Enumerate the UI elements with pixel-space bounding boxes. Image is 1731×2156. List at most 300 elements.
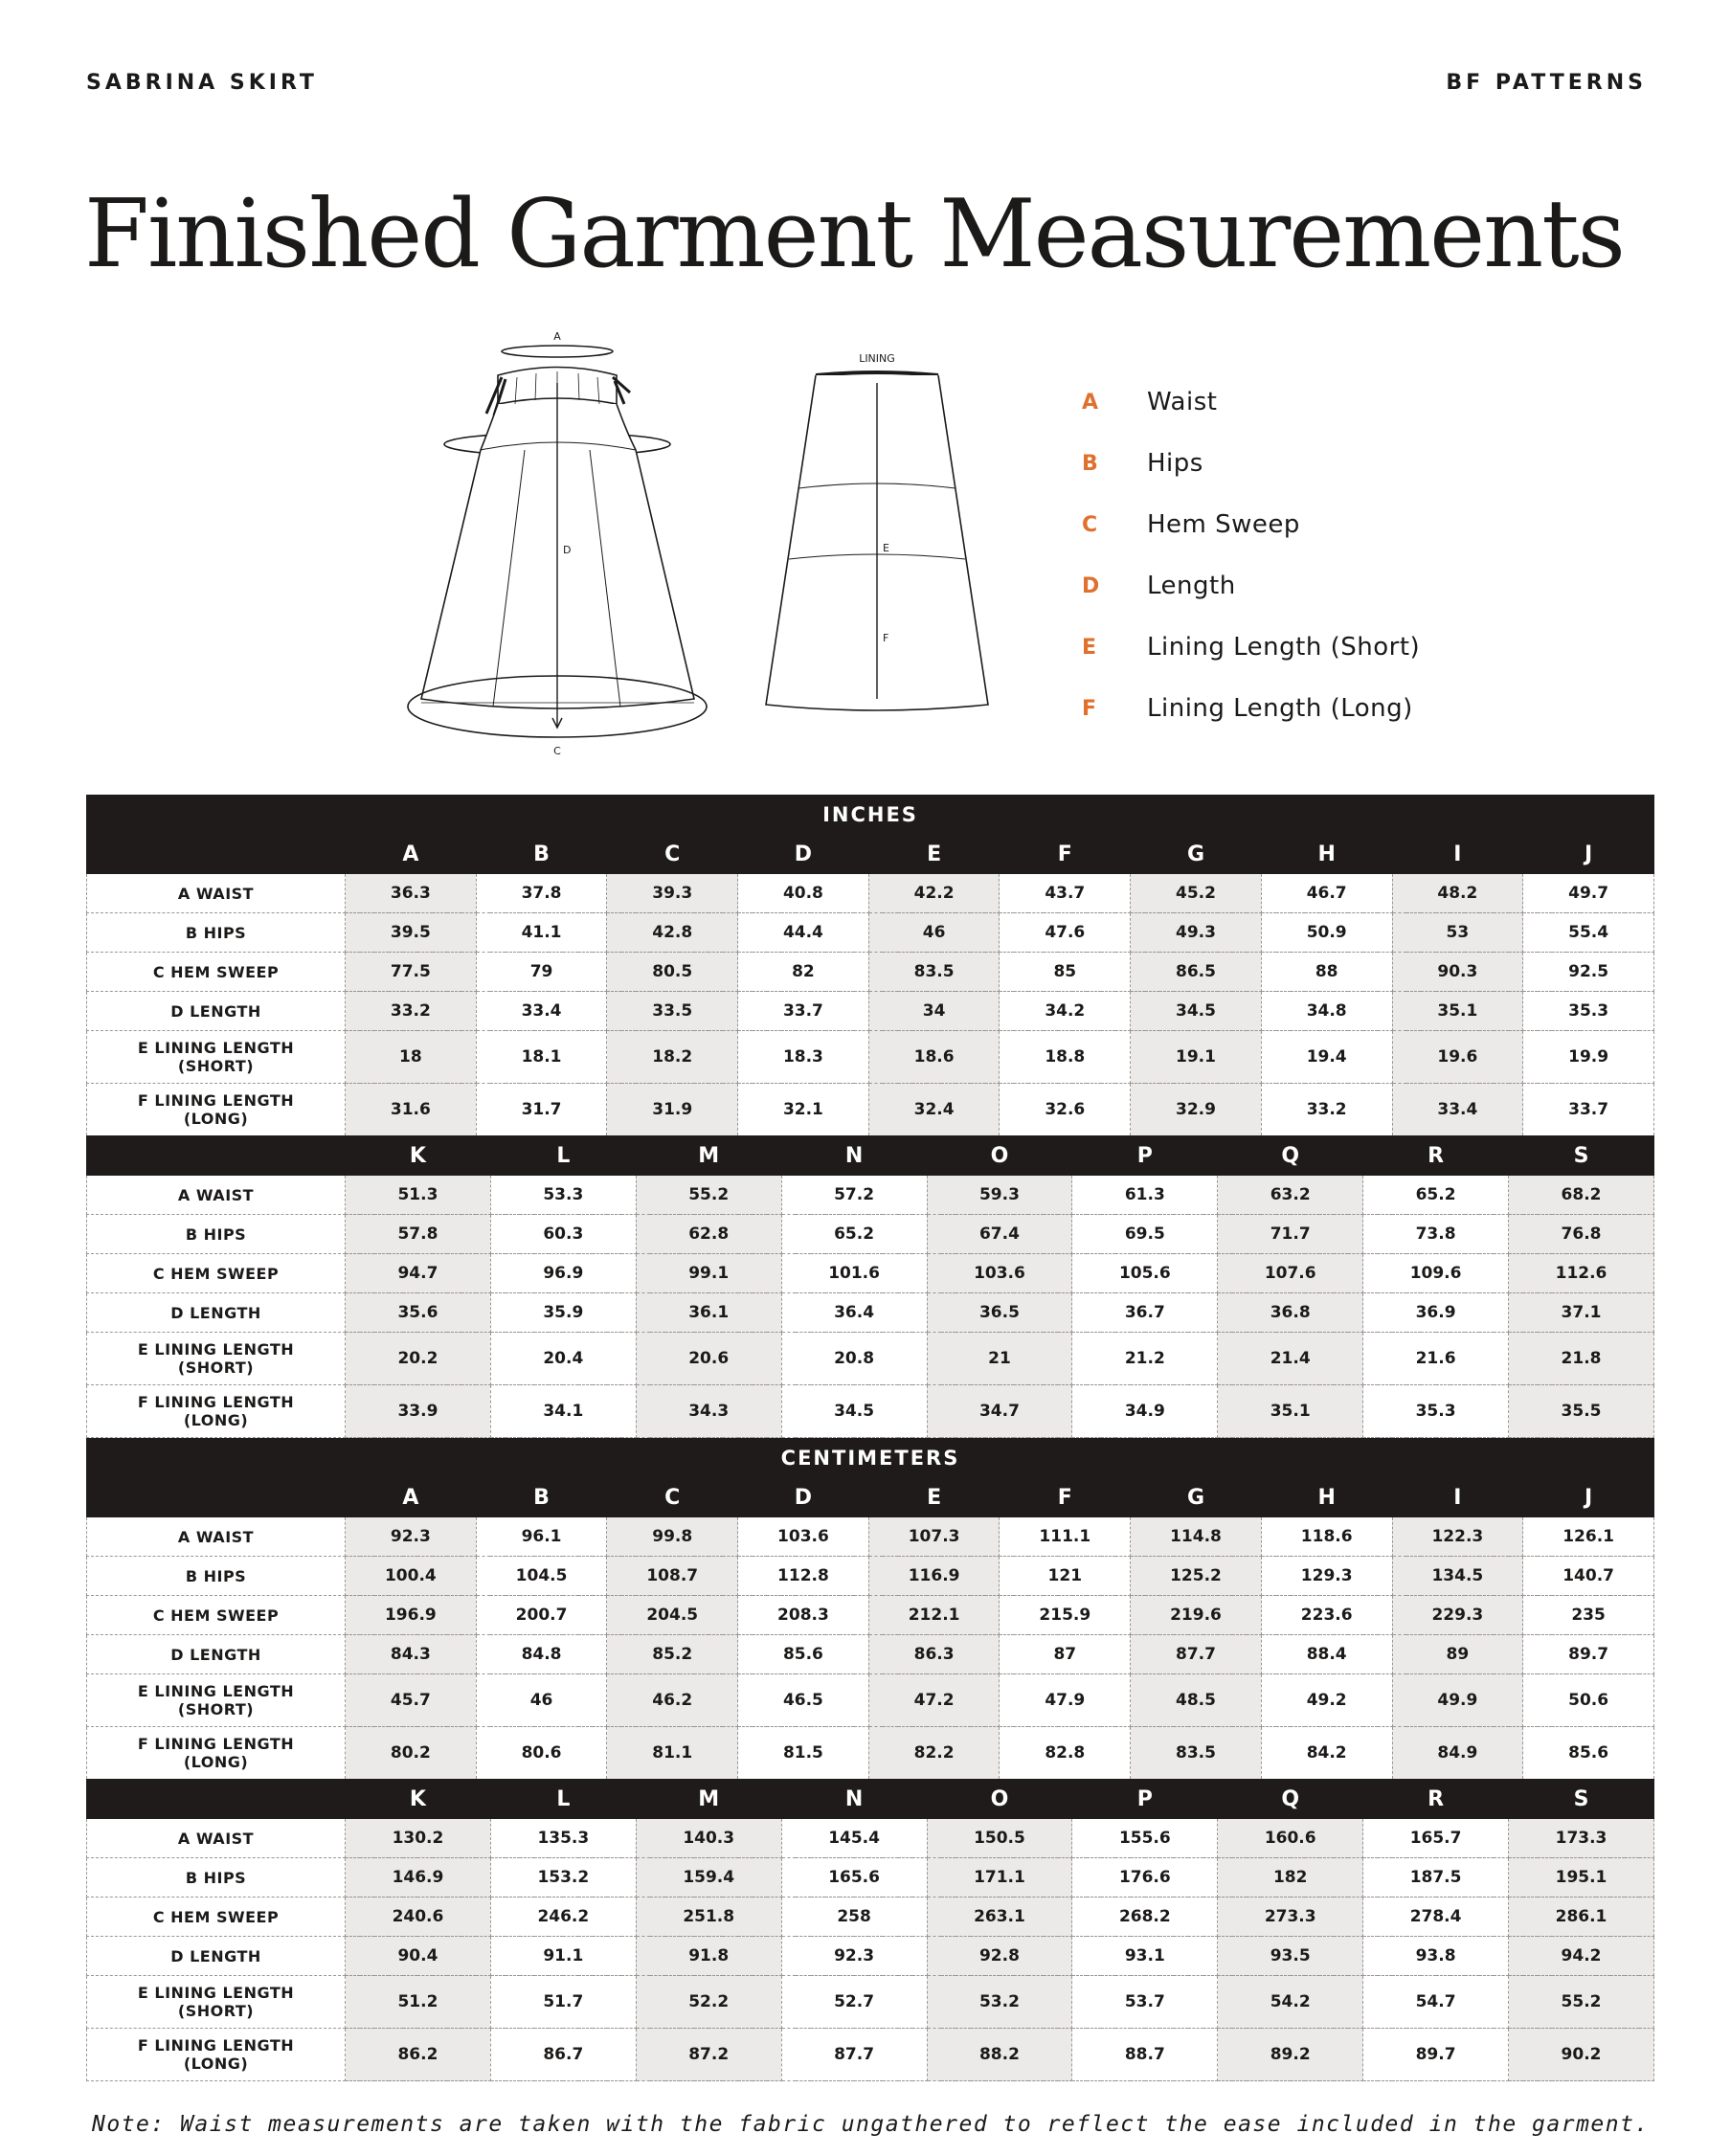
legend-label: Lining Length (Long) xyxy=(1147,694,1413,723)
legend-item xyxy=(1082,555,1420,617)
legend-item xyxy=(1082,678,1420,739)
measurement-cell: 63.2 xyxy=(1218,1176,1363,1215)
table-row xyxy=(87,1819,1654,1858)
measurement-cell: 84.8 xyxy=(476,1635,607,1674)
measurement-cell: 46 xyxy=(868,913,1000,953)
label-f: F xyxy=(883,632,889,644)
measurement-cell: 19.1 xyxy=(1131,1031,1262,1084)
legend-item xyxy=(1082,617,1420,678)
table-row xyxy=(87,1635,1654,1674)
measurement-cell: 35.9 xyxy=(490,1293,636,1333)
measurement-cell: 93.5 xyxy=(1218,1937,1363,1976)
measurement-cell: 79 xyxy=(476,953,607,992)
size-header-row xyxy=(87,1478,1654,1517)
measurement-cell: 35.5 xyxy=(1509,1385,1654,1438)
legend-key: F xyxy=(1082,696,1097,721)
measurement-cell: 88.7 xyxy=(1072,2029,1218,2081)
table-row xyxy=(87,874,1654,913)
measurement-cell: 171.1 xyxy=(927,1858,1072,1898)
measurement-cell: 268.2 xyxy=(1072,1898,1218,1937)
measurement-cell: 18.8 xyxy=(1000,1031,1131,1084)
measurement-cell: 107.3 xyxy=(868,1517,1000,1557)
measurement-cell: 235 xyxy=(1523,1596,1654,1635)
measurement-cell: 18.6 xyxy=(868,1031,1000,1084)
measurement-cell: 42.2 xyxy=(868,874,1000,913)
measurement-cell: 39.5 xyxy=(346,913,477,953)
measurement-cell: 92.3 xyxy=(781,1937,927,1976)
table-row xyxy=(87,1976,1654,2029)
measurement-cell: 159.4 xyxy=(636,1858,781,1898)
row-label xyxy=(87,1031,346,1084)
table-row xyxy=(87,1385,1654,1438)
measurement-cell: 103.6 xyxy=(927,1254,1072,1293)
measurement-cell: 91.8 xyxy=(636,1937,781,1976)
measurement-cell: 173.3 xyxy=(1509,1819,1654,1858)
size-header: I xyxy=(1392,835,1523,874)
measurement-cell: 82.8 xyxy=(1000,1727,1131,1780)
size-header: K xyxy=(346,1780,491,1819)
row-label xyxy=(87,913,346,953)
measurement-cell: 112.8 xyxy=(738,1557,869,1596)
row-label-line: E LINING LENGTH xyxy=(137,1682,295,1700)
measurement-cell: 36.1 xyxy=(636,1293,781,1333)
measurement-cell: 118.6 xyxy=(1261,1517,1392,1557)
measurement-cell: 36.7 xyxy=(1072,1293,1218,1333)
measurement-cell: 101.6 xyxy=(781,1254,927,1293)
row-label-line: F LINING LENGTH xyxy=(137,1091,295,1110)
centimeters-table xyxy=(86,1438,1654,2081)
measurement-cell: 35.6 xyxy=(346,1293,491,1333)
measurement-cell: 55.2 xyxy=(1509,1976,1654,2029)
measurement-cell: 125.2 xyxy=(1131,1557,1262,1596)
measurement-cell: 77.5 xyxy=(346,953,477,992)
measurement-cell: 92.5 xyxy=(1523,953,1654,992)
measurement-cell: 33.2 xyxy=(346,992,477,1031)
legend-key: D xyxy=(1082,573,1100,598)
size-header-blank xyxy=(87,1136,346,1176)
row-label-line: E LINING LENGTH xyxy=(137,1340,295,1359)
size-header-row xyxy=(87,835,1654,874)
measurement-cell: 41.1 xyxy=(476,913,607,953)
size-header: F xyxy=(1000,835,1131,874)
measurement-cell: 92.8 xyxy=(927,1937,1072,1976)
measurement-cell: 140.3 xyxy=(636,1819,781,1858)
measurement-cell: 33.2 xyxy=(1261,1084,1392,1136)
lining-label: LINING xyxy=(859,352,895,365)
measurement-cell: 196.9 xyxy=(346,1596,477,1635)
table-row xyxy=(87,1517,1654,1557)
measurement-cell: 286.1 xyxy=(1509,1898,1654,1937)
measurement-cell: 52.2 xyxy=(636,1976,781,2029)
measurement-cell: 83.5 xyxy=(868,953,1000,992)
measurement-cell: 62.8 xyxy=(636,1215,781,1254)
legend-key: B xyxy=(1082,451,1098,476)
size-header: O xyxy=(927,1780,1072,1819)
row-label-line: B HIPS xyxy=(185,1868,247,1887)
measurement-cell: 109.6 xyxy=(1363,1254,1509,1293)
measurement-cell: 100.4 xyxy=(346,1557,477,1596)
measurement-cell: 90.4 xyxy=(346,1937,491,1976)
measurement-cell: 32.1 xyxy=(738,1084,869,1136)
table-row xyxy=(87,953,1654,992)
lining-drawing xyxy=(766,352,988,710)
size-header: D xyxy=(738,835,869,874)
legend-label: Length xyxy=(1147,572,1236,600)
measurement-cell: 35.3 xyxy=(1523,992,1654,1031)
measurement-cell: 187.5 xyxy=(1363,1858,1509,1898)
measurement-cell: 85.2 xyxy=(607,1635,738,1674)
measurement-cell: 37.1 xyxy=(1509,1293,1654,1333)
row-label-line: D LENGTH xyxy=(170,1645,261,1664)
measurement-cell: 92.3 xyxy=(346,1517,477,1557)
measurement-cell: 87.7 xyxy=(1131,1635,1262,1674)
row-label-line: B HIPS xyxy=(185,923,247,942)
measurement-cell: 53 xyxy=(1392,913,1523,953)
row-label xyxy=(87,1176,346,1215)
measurement-cell: 88 xyxy=(1261,953,1392,992)
size-header: N xyxy=(781,1780,927,1819)
row-label xyxy=(87,1215,346,1254)
table-row xyxy=(87,1557,1654,1596)
size-header: Q xyxy=(1218,1136,1363,1176)
row-label xyxy=(87,1674,346,1727)
size-header: B xyxy=(476,1478,607,1517)
measurement-cell: 55.2 xyxy=(636,1176,781,1215)
size-header: D xyxy=(738,1478,869,1517)
measurement-cell: 89.7 xyxy=(1523,1635,1654,1674)
measurement-cell: 49.2 xyxy=(1261,1674,1392,1727)
row-label-line: (SHORT) xyxy=(177,1700,255,1718)
measurement-cell: 146.9 xyxy=(346,1858,491,1898)
measurement-cell: 165.6 xyxy=(781,1858,927,1898)
measurement-cell: 240.6 xyxy=(346,1898,491,1937)
measurement-cell: 47.9 xyxy=(1000,1674,1131,1727)
measurement-cell: 229.3 xyxy=(1392,1596,1523,1635)
measurement-cell: 278.4 xyxy=(1363,1898,1509,1937)
measurement-cell: 34.9 xyxy=(1072,1385,1218,1438)
measurement-cell: 46.7 xyxy=(1261,874,1392,913)
row-label-line: A WAIST xyxy=(177,1829,255,1848)
row-label-line: B HIPS xyxy=(185,1224,247,1244)
measurement-cell: 140.7 xyxy=(1523,1557,1654,1596)
row-label-line: F LINING LENGTH xyxy=(137,1735,295,1753)
row-label xyxy=(87,2029,346,2081)
row-label-line: A WAIST xyxy=(177,1527,255,1546)
size-header: S xyxy=(1509,1136,1654,1176)
measurement-cell: 88.4 xyxy=(1261,1635,1392,1674)
measurement-cell: 223.6 xyxy=(1261,1596,1392,1635)
measurement-cell: 59.3 xyxy=(927,1176,1072,1215)
measurement-cell: 89.7 xyxy=(1363,2029,1509,2081)
measurement-cell: 84.2 xyxy=(1261,1727,1392,1780)
measurement-cell: 19.9 xyxy=(1523,1031,1654,1084)
label-a: A xyxy=(553,330,561,343)
table-row xyxy=(87,1858,1654,1898)
size-header: J xyxy=(1523,1478,1654,1517)
table-row xyxy=(87,1176,1654,1215)
measurement-cell: 34.7 xyxy=(927,1385,1072,1438)
measurement-cell: 34.5 xyxy=(1131,992,1262,1031)
size-header: I xyxy=(1392,1478,1523,1517)
measurement-cell: 215.9 xyxy=(1000,1596,1131,1635)
row-label xyxy=(87,1084,346,1136)
measurement-cell: 48.5 xyxy=(1131,1674,1262,1727)
measurement-cell: 32.4 xyxy=(868,1084,1000,1136)
measurement-cell: 21.6 xyxy=(1363,1333,1509,1385)
measurement-cell: 19.4 xyxy=(1261,1031,1392,1084)
measurement-cell: 49.3 xyxy=(1131,913,1262,953)
measurement-cell: 42.8 xyxy=(607,913,738,953)
measurement-cell: 94.2 xyxy=(1509,1937,1654,1976)
legend-key: A xyxy=(1082,390,1099,415)
size-header: A xyxy=(346,835,477,874)
measurement-cell: 246.2 xyxy=(490,1898,636,1937)
row-label xyxy=(87,1596,346,1635)
measurement-cell: 111.1 xyxy=(1000,1517,1131,1557)
measurement-cell: 46.5 xyxy=(738,1674,869,1727)
size-header-row xyxy=(87,1780,1654,1819)
measurement-cell: 45.7 xyxy=(346,1674,477,1727)
measurement-cell: 182 xyxy=(1218,1858,1363,1898)
measurement-cell: 85 xyxy=(1000,953,1131,992)
measurement-cell: 86.2 xyxy=(346,2029,491,2081)
legend-label: Waist xyxy=(1147,388,1218,416)
page-title: Finished Garment Measurements xyxy=(84,180,1624,289)
measurement-cell: 20.6 xyxy=(636,1333,781,1385)
measurement-cell: 34 xyxy=(868,992,1000,1031)
measurement-cell: 69.5 xyxy=(1072,1215,1218,1254)
measurement-cell: 33.9 xyxy=(346,1385,491,1438)
measurement-cell: 258 xyxy=(781,1898,927,1937)
table-row xyxy=(87,1031,1654,1084)
measurement-cell: 86.7 xyxy=(490,2029,636,2081)
skirt-front-drawing xyxy=(408,330,707,757)
measurement-cell: 165.7 xyxy=(1363,1819,1509,1858)
row-label xyxy=(87,1858,346,1898)
size-header: R xyxy=(1363,1136,1509,1176)
measurement-cell: 87 xyxy=(1000,1635,1131,1674)
size-header: S xyxy=(1509,1780,1654,1819)
measurement-cell: 105.6 xyxy=(1072,1254,1218,1293)
measurement-cell: 36.5 xyxy=(927,1293,1072,1333)
row-label-line: C HEM SWEEP xyxy=(152,1606,280,1625)
measurement-cell: 204.5 xyxy=(607,1596,738,1635)
measurement-cell: 33.5 xyxy=(607,992,738,1031)
measurement-cell: 33.7 xyxy=(1523,1084,1654,1136)
measurement-cell: 34.3 xyxy=(636,1385,781,1438)
measurement-cell: 37.8 xyxy=(476,874,607,913)
measurement-cell: 99.1 xyxy=(636,1254,781,1293)
measurement-cell: 99.8 xyxy=(607,1517,738,1557)
measurement-cell: 73.8 xyxy=(1363,1215,1509,1254)
measurement-cell: 20.2 xyxy=(346,1333,491,1385)
measurement-cell: 84.3 xyxy=(346,1635,477,1674)
size-header-blank xyxy=(87,1780,346,1819)
row-label-line: A WAIST xyxy=(177,884,255,903)
size-header: L xyxy=(490,1780,636,1819)
measurement-cell: 135.3 xyxy=(490,1819,636,1858)
measurement-cell: 251.8 xyxy=(636,1898,781,1937)
row-label xyxy=(87,1254,346,1293)
measurement-cell: 116.9 xyxy=(868,1557,1000,1596)
size-header: M xyxy=(636,1136,781,1176)
measurement-cell: 36.8 xyxy=(1218,1293,1363,1333)
measurement-cell: 96.1 xyxy=(476,1517,607,1557)
measurement-cell: 21.4 xyxy=(1218,1333,1363,1385)
measurement-cell: 212.1 xyxy=(868,1596,1000,1635)
measurement-cell: 121 xyxy=(1000,1557,1131,1596)
size-header: C xyxy=(607,1478,738,1517)
measurement-cell: 71.7 xyxy=(1218,1215,1363,1254)
row-label-line: C HEM SWEEP xyxy=(152,1264,280,1283)
measurement-cell: 47.6 xyxy=(1000,913,1131,953)
row-label xyxy=(87,1937,346,1976)
row-label-line: (LONG) xyxy=(183,2055,249,2073)
measurement-cell: 52.7 xyxy=(781,1976,927,2029)
measurement-legend xyxy=(1082,371,1420,739)
row-label xyxy=(87,1557,346,1596)
measurement-cell: 49.9 xyxy=(1392,1674,1523,1727)
measurement-cell: 80.5 xyxy=(607,953,738,992)
row-label-line: D LENGTH xyxy=(170,1946,261,1965)
size-header-blank xyxy=(87,835,346,874)
measurement-cell: 96.9 xyxy=(490,1254,636,1293)
measurement-cell: 176.6 xyxy=(1072,1858,1218,1898)
measurement-cell: 20.8 xyxy=(781,1333,927,1385)
unit-title: CENTIMETERS xyxy=(87,1439,1654,1478)
size-header: K xyxy=(346,1136,491,1176)
measurement-cell: 55.4 xyxy=(1523,913,1654,953)
size-header: N xyxy=(781,1136,927,1176)
measurement-cell: 57.8 xyxy=(346,1215,491,1254)
measurement-cell: 18.3 xyxy=(738,1031,869,1084)
measurement-cell: 60.3 xyxy=(490,1215,636,1254)
legend-item xyxy=(1082,433,1420,494)
measurement-cell: 50.9 xyxy=(1261,913,1392,953)
size-header: H xyxy=(1261,835,1392,874)
measurement-cell: 130.2 xyxy=(346,1819,491,1858)
size-header: E xyxy=(868,835,1000,874)
legend-label: Lining Length (Short) xyxy=(1147,633,1421,662)
footnote: Note: Waist measurements are taken with the fabric ungathered to reflect the ease included in the garment. xyxy=(92,2112,1650,2137)
size-header: J xyxy=(1523,835,1654,874)
measurement-cell: 85.6 xyxy=(738,1635,869,1674)
measurement-cell: 80.6 xyxy=(476,1727,607,1780)
legend-label: Hips xyxy=(1147,449,1203,478)
measurement-cell: 44.4 xyxy=(738,913,869,953)
table-row xyxy=(87,1254,1654,1293)
measurement-cell: 90.3 xyxy=(1392,953,1523,992)
row-label-line: D LENGTH xyxy=(170,1001,261,1021)
size-header: G xyxy=(1131,835,1262,874)
measurement-cell: 54.7 xyxy=(1363,1976,1509,2029)
measurement-cell: 76.8 xyxy=(1509,1215,1654,1254)
measurement-cell: 36.3 xyxy=(346,874,477,913)
size-header: G xyxy=(1131,1478,1262,1517)
row-label-line: A WAIST xyxy=(177,1185,255,1204)
size-header: Q xyxy=(1218,1780,1363,1819)
table-row xyxy=(87,913,1654,953)
measurement-cell: 114.8 xyxy=(1131,1517,1262,1557)
size-header: H xyxy=(1261,1478,1392,1517)
measurement-cell: 150.5 xyxy=(927,1819,1072,1858)
measurement-cell: 122.3 xyxy=(1392,1517,1523,1557)
measurement-cell: 90.2 xyxy=(1509,2029,1654,2081)
size-header: P xyxy=(1072,1780,1218,1819)
table-row xyxy=(87,1727,1654,1780)
measurement-cell: 20.4 xyxy=(490,1333,636,1385)
measurement-cell: 31.9 xyxy=(607,1084,738,1136)
pattern-name: SABRINA SKIRT xyxy=(86,71,318,95)
measurement-cell: 21.8 xyxy=(1509,1333,1654,1385)
measurement-cell: 208.3 xyxy=(738,1596,869,1635)
table-row xyxy=(87,1293,1654,1333)
measurement-cell: 65.2 xyxy=(1363,1176,1509,1215)
measurement-cell: 49.7 xyxy=(1523,874,1654,913)
measurement-cell: 53.3 xyxy=(490,1176,636,1215)
measurement-cell: 82.2 xyxy=(868,1727,1000,1780)
measurement-cell: 153.2 xyxy=(490,1858,636,1898)
measurement-cell: 46 xyxy=(476,1674,607,1727)
measurement-cell: 21.2 xyxy=(1072,1333,1218,1385)
measurement-cell: 50.6 xyxy=(1523,1674,1654,1727)
size-header: C xyxy=(607,835,738,874)
measurement-cell: 68.2 xyxy=(1509,1176,1654,1215)
legend-key: C xyxy=(1082,512,1098,537)
row-label-line: C HEM SWEEP xyxy=(152,962,280,981)
inches-table xyxy=(86,795,1654,1438)
legend-item xyxy=(1082,371,1420,433)
row-label-line: E LINING LENGTH xyxy=(137,1039,295,1057)
measurement-cell: 86.3 xyxy=(868,1635,1000,1674)
measurement-cell: 51.7 xyxy=(490,1976,636,2029)
measurement-cell: 34.1 xyxy=(490,1385,636,1438)
measurement-cell: 46.2 xyxy=(607,1674,738,1727)
measurement-cell: 94.7 xyxy=(346,1254,491,1293)
measurement-cell: 53.2 xyxy=(927,1976,1072,2029)
row-label xyxy=(87,1385,346,1438)
size-header: M xyxy=(636,1780,781,1819)
measurement-cell: 45.2 xyxy=(1131,874,1262,913)
brand-name: BF PATTERNS xyxy=(1446,71,1647,95)
measurement-cell: 82 xyxy=(738,953,869,992)
measurement-cell: 85.6 xyxy=(1523,1727,1654,1780)
skirt-diagram xyxy=(402,316,1024,766)
measurement-cell: 83.5 xyxy=(1131,1727,1262,1780)
table-row xyxy=(87,1215,1654,1254)
measurement-cell: 51.3 xyxy=(346,1176,491,1215)
measurement-cell: 87.2 xyxy=(636,2029,781,2081)
measurement-cell: 81.1 xyxy=(607,1727,738,1780)
size-header: L xyxy=(490,1136,636,1176)
row-label-line: F LINING LENGTH xyxy=(137,1393,295,1411)
measurement-cell: 32.6 xyxy=(1000,1084,1131,1136)
measurement-cell: 35.3 xyxy=(1363,1385,1509,1438)
row-label xyxy=(87,1293,346,1333)
row-label-line: C HEM SWEEP xyxy=(152,1907,280,1926)
measurement-cell: 57.2 xyxy=(781,1176,927,1215)
measurement-cell: 86.5 xyxy=(1131,953,1262,992)
measurement-cell: 18 xyxy=(346,1031,477,1084)
measurement-cell: 145.4 xyxy=(781,1819,927,1858)
measurement-cell: 91.1 xyxy=(490,1937,636,1976)
measurement-cell: 47.2 xyxy=(868,1674,1000,1727)
measurement-cell: 21 xyxy=(927,1333,1072,1385)
row-label-line: B HIPS xyxy=(185,1566,247,1585)
measurement-cell: 129.3 xyxy=(1261,1557,1392,1596)
measurement-cell: 36.4 xyxy=(781,1293,927,1333)
label-e: E xyxy=(883,542,889,554)
